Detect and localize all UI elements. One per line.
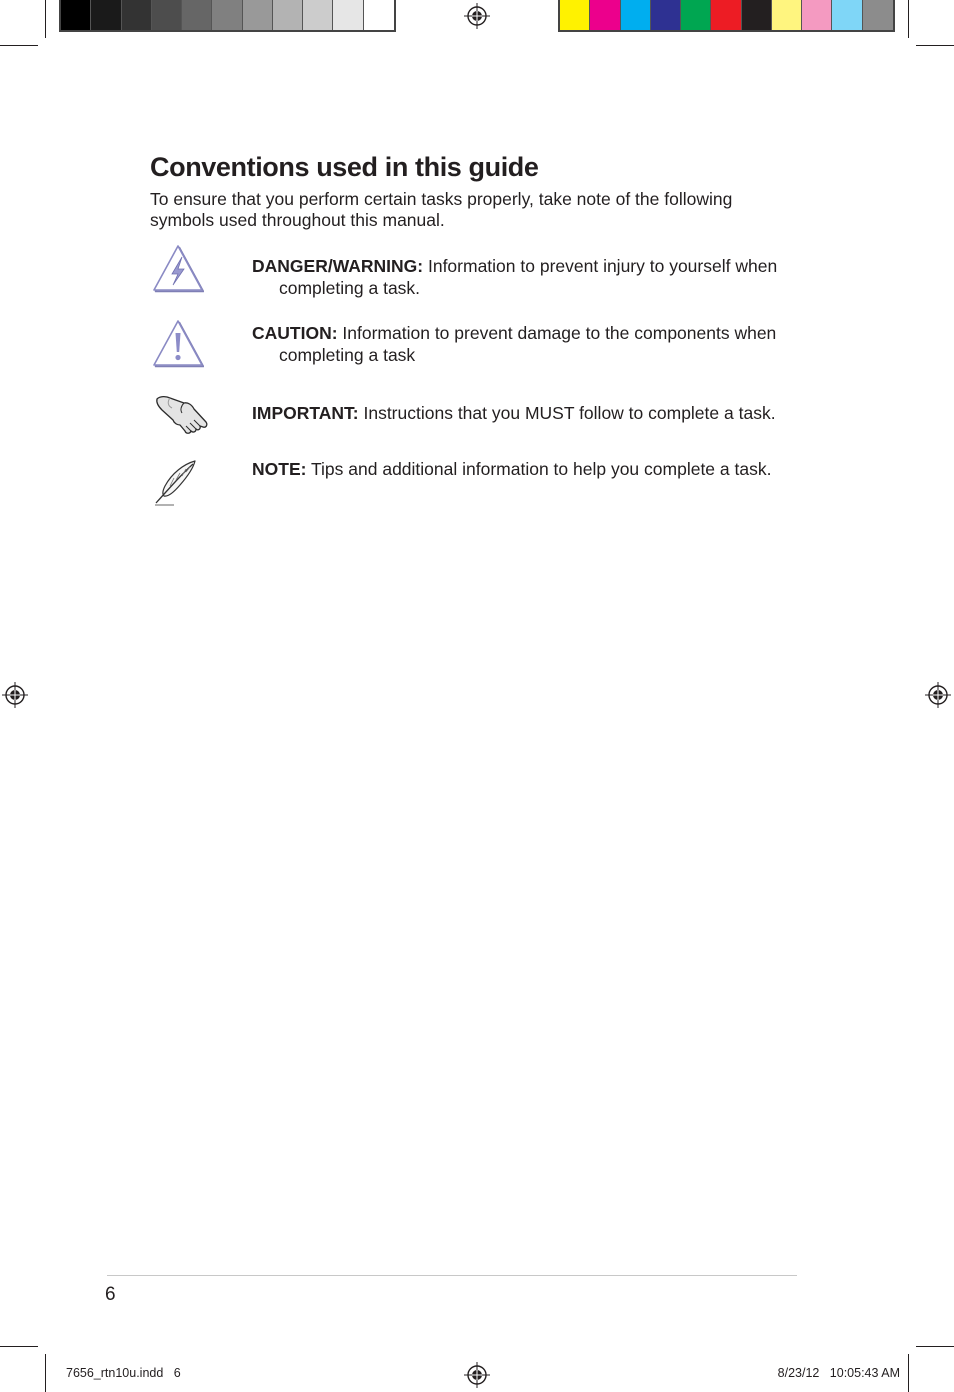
color-swatch bbox=[303, 0, 333, 30]
crop-mark bbox=[0, 45, 38, 46]
color-swatch bbox=[711, 0, 741, 30]
crop-mark bbox=[45, 1354, 46, 1392]
convention-label: NOTE: bbox=[252, 459, 307, 479]
convention-label: DANGER/WARNING: bbox=[252, 256, 424, 276]
process-color-bar bbox=[558, 0, 895, 32]
slug-file-info: 7656_rtn10u.indd 6 bbox=[66, 1366, 181, 1380]
crop-mark bbox=[916, 45, 954, 46]
color-swatch bbox=[832, 0, 862, 30]
color-swatch bbox=[681, 0, 711, 30]
color-swatch bbox=[590, 0, 620, 30]
convention-text: Information to prevent damage to the components when bbox=[337, 323, 777, 343]
registration-mark-icon bbox=[2, 682, 28, 708]
crop-mark bbox=[916, 1346, 954, 1347]
color-swatch bbox=[122, 0, 152, 30]
caution-icon bbox=[152, 318, 204, 368]
crop-mark bbox=[908, 0, 909, 38]
color-swatch bbox=[742, 0, 772, 30]
color-swatch bbox=[560, 0, 590, 30]
color-swatch bbox=[364, 0, 394, 30]
convention-caution bbox=[252, 322, 792, 366]
convention-text: Information to prevent injury to yourself when bbox=[423, 256, 778, 276]
convention-danger-warning bbox=[252, 255, 792, 299]
danger-warning-icon bbox=[152, 243, 204, 293]
color-swatch bbox=[243, 0, 273, 30]
crop-mark bbox=[908, 1354, 909, 1392]
color-swatch bbox=[802, 0, 832, 30]
color-swatch bbox=[152, 0, 182, 30]
crop-mark bbox=[45, 0, 46, 38]
convention-note bbox=[252, 458, 792, 480]
convention-important bbox=[252, 402, 792, 424]
slug-timestamp: 8/23/12 10:05:43 AM bbox=[777, 1366, 900, 1380]
page-title: Conventions used in this guide bbox=[150, 152, 539, 182]
registration-mark-icon bbox=[925, 682, 951, 708]
grayscale-color-bar bbox=[59, 0, 396, 32]
color-swatch bbox=[863, 0, 893, 30]
color-swatch bbox=[772, 0, 802, 30]
note-feather-icon bbox=[152, 458, 200, 508]
color-swatch bbox=[333, 0, 363, 30]
intro-line: To ensure that you perform certain tasks properly, take note of the following bbox=[150, 189, 733, 209]
convention-text: Tips and additional information to help you complete a task. bbox=[306, 459, 772, 479]
color-swatch bbox=[91, 0, 121, 30]
color-swatch bbox=[273, 0, 303, 30]
convention-label: CAUTION: bbox=[252, 323, 338, 343]
registration-mark-icon bbox=[464, 3, 490, 29]
convention-text-continued: completing a task bbox=[279, 345, 416, 365]
convention-text-continued: completing a task. bbox=[279, 278, 421, 298]
intro-line: symbols used throughout this manual. bbox=[150, 210, 445, 230]
important-hand-icon bbox=[154, 390, 210, 436]
color-swatch bbox=[61, 0, 91, 30]
crop-mark bbox=[0, 1346, 38, 1347]
page-number: 6 bbox=[105, 1284, 116, 1305]
intro-paragraph bbox=[150, 189, 770, 231]
footer-rule bbox=[107, 1275, 797, 1276]
color-swatch bbox=[182, 0, 212, 30]
convention-label: IMPORTANT: bbox=[252, 403, 359, 423]
registration-mark-icon bbox=[464, 1362, 490, 1388]
color-swatch bbox=[621, 0, 651, 30]
color-swatch bbox=[651, 0, 681, 30]
color-swatch bbox=[212, 0, 242, 30]
convention-text: Instructions that you MUST follow to complete a task. bbox=[358, 403, 776, 423]
